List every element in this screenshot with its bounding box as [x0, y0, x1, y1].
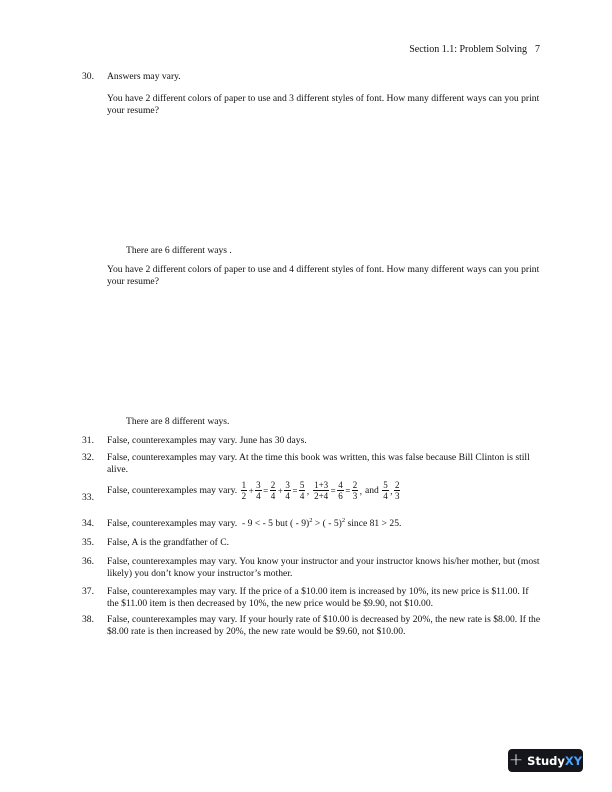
- answer-33: [82, 480, 542, 501]
- answer-38: [82, 614, 542, 638]
- answer-34: [82, 518, 542, 530]
- section-title: Section 1.1: Problem Solving: [409, 44, 527, 55]
- answer-line-2: There are 8 different ways.: [126, 416, 230, 427]
- fraction: $\frac{2}{3}$: [352, 480, 358, 501]
- running-header: [409, 44, 540, 55]
- item-lead-text: False, counterexamples may vary.: [107, 484, 238, 496]
- problem-paragraph-2: You have 2 different colors of paper to use and 4 different styles of font. How many different ways can you print your resume?: [107, 264, 540, 287]
- plus-icon: +: [508, 750, 524, 770]
- item-text: False, counterexamples may vary. $\frac{1}{2}$ + $\frac{3}{4}$ = $\frac{2}{4}$ + $\frac{3}{4}$ = $\frac{5}{4}$ , $\frac{1+3}{2+4}$ = $\frac{4}{6}$ = $\frac{2}{3}$ , and $\frac{5}{4}$ , $\frac{2}{3}$: [107, 480, 400, 501]
- fraction: $\frac{2}{3}$: [394, 480, 400, 501]
- studyxy-badge[interactable]: [508, 749, 583, 772]
- and-word: and: [364, 484, 379, 496]
- inequality-expression: - 9 < - 5 but ( - 9)$^2$ > ( - 5)$^2$ since 81 > 25.: [241, 516, 402, 529]
- item-text: False, counterexamples may vary. If the price of a $10.00 item is increased by 10%, its new price is $11.00. If the $11.00 item is then decreased by 10%, the new price would be $9.90, not $10.00.: [107, 586, 529, 609]
- fraction: $\frac{3}{4}$: [285, 480, 290, 501]
- item-text: False, A is the grandfather of C.: [107, 537, 230, 548]
- item-text: False, counterexamples may vary. If your hourly rate of $10.00 is decreased by 20%, the new rate is $8.00. If the $8.00 rate is then increased by 20%, the new rate would be $9.60, not $10.00.: [107, 614, 541, 637]
- answer-35: [82, 537, 542, 549]
- answer-line-1: There are 6 different ways .: [126, 245, 232, 256]
- item-lead-text: False, counterexamples may vary.: [107, 518, 238, 529]
- answer-31: [82, 435, 542, 447]
- answer-30: [82, 71, 542, 83]
- item-text: False, counterexamples may vary. At the time this book was written, this was false because Bill Clinton is still alive.: [107, 452, 530, 475]
- fraction: $\frac{5}{4}$: [299, 480, 305, 501]
- answer-37: [82, 586, 542, 610]
- fraction: $\frac{4}{6}$: [338, 480, 343, 501]
- item-number: 38.: [82, 614, 94, 625]
- item-text: [107, 518, 542, 530]
- item-number: 33.: [82, 492, 94, 503]
- item-number: 37.: [82, 586, 94, 597]
- fraction: $\frac{1+3}{2+4}$: [314, 480, 329, 501]
- item-text: False, counterexamples may vary. You know your instructor and your instructor knows his/her mother, but (most likely) you don’t know your instructor’s mother.: [107, 556, 540, 579]
- item-text: False, counterexamples may vary. June has 30 days.: [107, 435, 307, 446]
- item-number: 36.: [82, 556, 94, 567]
- fraction: $\frac{5}{4}$: [383, 480, 388, 501]
- answer-32: [82, 452, 542, 476]
- item-number: 30.: [82, 71, 94, 82]
- page-number: 7: [535, 44, 540, 55]
- fraction: $\frac{2}{4}$: [270, 480, 276, 501]
- brand-name-a: Study: [527, 753, 565, 768]
- brand-name-b: XY: [564, 753, 583, 768]
- item-number: 31.: [82, 435, 94, 446]
- answer-36: [82, 556, 542, 580]
- item-number: 35.: [82, 537, 94, 548]
- item-number: 34.: [82, 518, 94, 529]
- item-text: Answers may vary.: [107, 71, 181, 82]
- fraction: $\frac{1}{2}$: [241, 480, 247, 501]
- problem-paragraph-1: You have 2 different colors of paper to use and 3 different styles of font. How many different ways can you print your resume?: [107, 93, 540, 116]
- fraction: $\frac{3}{4}$: [256, 480, 261, 501]
- item-number: 32.: [82, 452, 94, 463]
